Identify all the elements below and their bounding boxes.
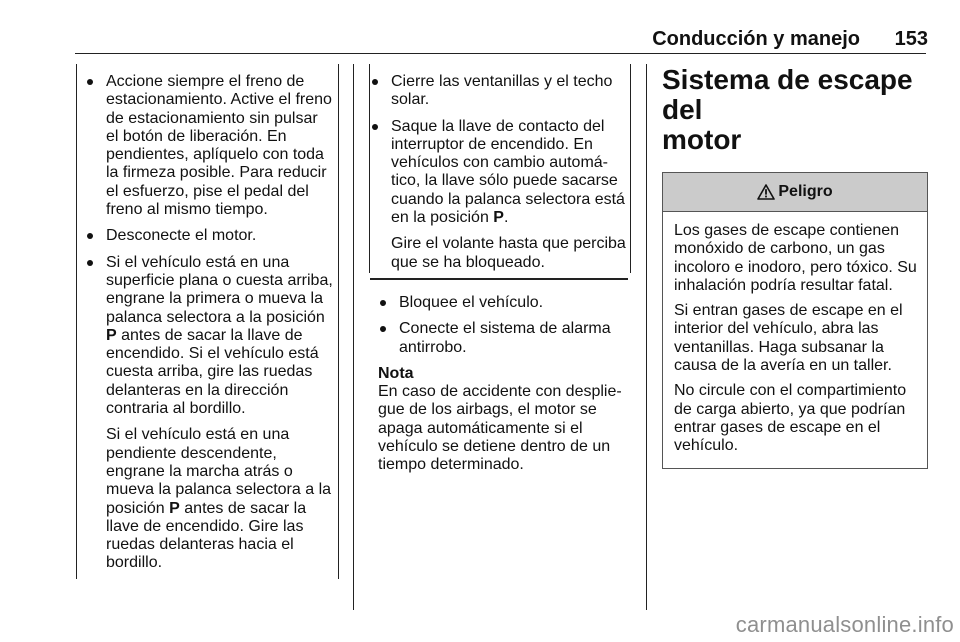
list-item-text: Cierre las ventanillas y el techo solar. — [391, 73, 613, 109]
note-text: En caso de accidente con despliegue de los airbags, el motor se apaga automáticamente si el vehículo se detiene dentro de un tiempo determinado. — [378, 383, 622, 474]
list-item-subparagraph — [106, 426, 333, 572]
list-item — [85, 227, 333, 245]
list-item-text: Saque la llave de contacto del interruptor de encendido. En vehículos con cambio automático, la llave sólo puede sacarse cuando la palanca selectora está en la posición — [391, 117, 625, 227]
column-divider — [353, 64, 354, 610]
list-item — [378, 294, 628, 312]
danger-body — [663, 212, 927, 468]
col1-right-rule — [338, 64, 339, 579]
column-divider-2 — [646, 64, 647, 610]
bullet-icon — [87, 260, 93, 266]
running-header: Conducción y manejo — [652, 28, 860, 50]
danger-warning-box — [662, 172, 928, 469]
list-item — [85, 254, 333, 573]
list-item — [85, 73, 333, 219]
danger-paragraph: No circule con el compartimiento de carga abierto, ya que podrían entrar gases de escape en el vehículo. — [674, 382, 907, 455]
bullet-icon — [87, 233, 93, 239]
gear-position-label: P — [106, 326, 117, 344]
list-item-text: Si el vehículo está en una superficie plana o cuesta arriba, engrane la primera o mueva la palanca selectora a la posición — [106, 253, 333, 326]
danger-paragraph: Los gases de escape contienen monóxido de carbono, un gas incoloro e inodoro, pero tóxico. Su inhalación podría resultar fatal. — [674, 222, 917, 294]
locking-steps-list — [378, 294, 628, 357]
bullet-icon — [87, 79, 93, 85]
danger-label: Peligro — [778, 182, 833, 200]
warning-triangle-icon — [757, 184, 775, 200]
parking-steps-list — [85, 73, 333, 573]
subparagraph-text: Si el vehículo está en una pendiente descendente, engrane la marcha atrás o mueva la palanca selectora a la posición — [106, 426, 332, 517]
list-item-text: Accione siempre el freno de estacionamiento. Active el freno de estacionamiento sin pulsar el botón de liberación. En pendientes, aplíquelo con toda la firmeza posible. Para reducir el esfuerzo, pise el pedal del freno al mismo tiempo. — [106, 73, 332, 219]
list-item-subparagraph: Gire el volante hasta que perciba que se ha bloqueado. — [391, 235, 626, 271]
list-item-text: Bloquee el vehículo. — [399, 293, 544, 311]
list-item-text: antes de sacar la llave de encendido. Si el vehículo está cuesta arriba, gire las ruedas delanteras en la dirección contraria al bordillo. — [106, 326, 319, 418]
column-3 — [662, 65, 928, 469]
section-title-line: Sistema de escape del — [662, 64, 913, 125]
section-title-line: motor — [662, 124, 742, 155]
list-item-text: Desconecte el motor. — [106, 227, 257, 245]
list-item — [370, 118, 628, 272]
column-2-continued — [370, 294, 628, 475]
list-item-text: . — [503, 209, 509, 227]
gear-position-label: P — [169, 499, 180, 517]
subparagraph-text: antes de sacar la llave de encendido. Gire las ruedas delanteras hacia el bordillo. — [106, 499, 307, 572]
header-rule — [75, 53, 926, 54]
boxed-instructions — [370, 73, 628, 280]
note-label: Nota — [378, 364, 414, 382]
gear-position-label: P — [493, 209, 504, 227]
page-number: 153 — [894, 28, 928, 50]
bullet-icon — [372, 124, 378, 130]
bullet-icon — [380, 326, 386, 332]
bullet-icon — [372, 79, 378, 85]
danger-header — [663, 173, 927, 212]
list-item — [378, 320, 628, 357]
danger-paragraph: Si entran gases de escape en el interior del vehículo, abra las ventanillas. Haga subsanar la causa de la avería en un taller. — [674, 302, 903, 375]
bullet-icon — [380, 300, 386, 306]
column-1 — [85, 73, 333, 581]
boxed-steps-list — [370, 73, 628, 272]
watermark: carmanualsonline.info — [735, 612, 954, 637]
list-item-text: Conecte el sistema de alarma antirrobo. — [399, 320, 611, 356]
column-2 — [370, 73, 628, 475]
list-item — [370, 73, 628, 110]
col1-left-rule — [76, 64, 77, 579]
section-title — [662, 65, 928, 155]
col2-box-right-rule — [630, 64, 631, 273]
